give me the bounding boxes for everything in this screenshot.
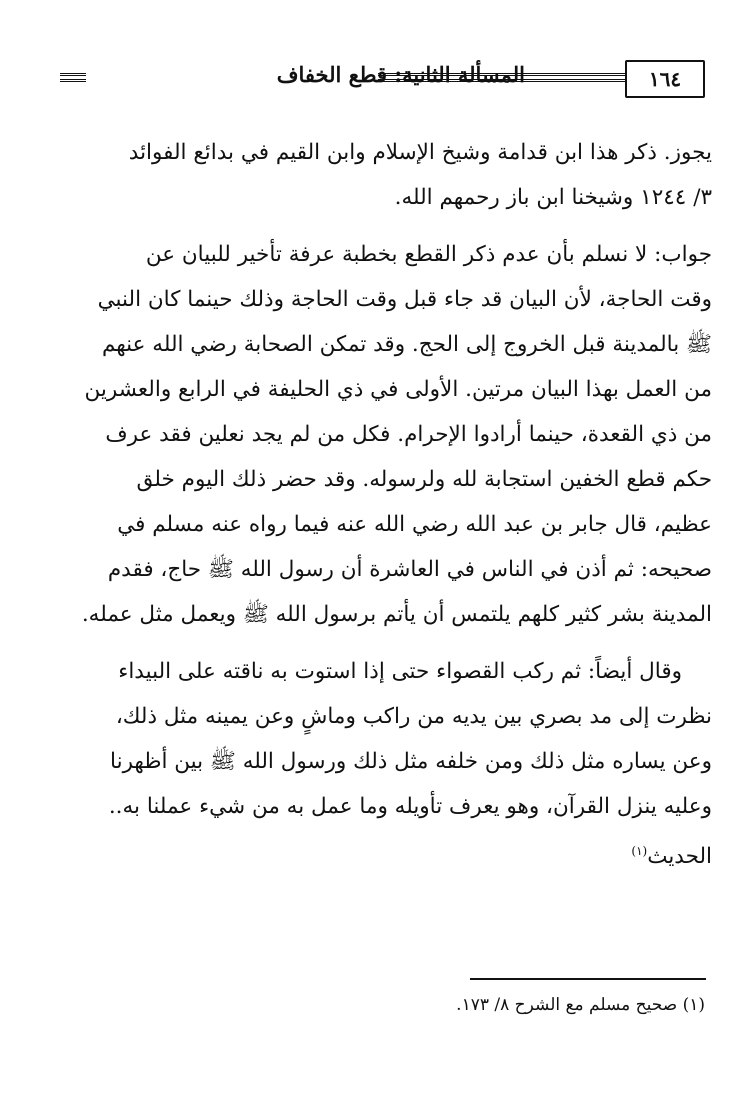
text-fragment: الحديث <box>647 844 712 870</box>
footnote-divider <box>470 978 706 980</box>
text-line: ٣/ ١٢٤٤ وشيخنا ابن باز رحمهم الله. <box>394 185 712 210</box>
header-ornament <box>60 73 86 82</box>
text-line: يجوز. ذكر هذا ابن قدامة وشيخ الإسلام وابن القيم في بدائع الفوائد <box>128 140 712 165</box>
text-line: من العمل بهذا البيان مرتين. الأولى في ذي الحليفة في الرابع والعشرين <box>84 377 712 402</box>
text-line: صحيحه: ثم أذن في الناس في العاشرة أن رسول الله ﷺ حاج، فقدم <box>107 557 712 582</box>
text-line: المدينة بشر كثير كلهم يلتمس أن يأتم برسول الله ﷺ ويعمل مثل عمله. <box>81 602 712 627</box>
footnote-marker: (١) <box>631 844 648 858</box>
text-line: وقت الحاجة، لأن البيان قد جاء قبل وقت الحاجة وذلك حينما كان النبي <box>97 287 712 312</box>
page-number: ١٦٤ <box>648 67 682 91</box>
text-line: عظيم، قال جابر بن عبد الله رضي الله عنه فيما رواه عنه مسلم في <box>117 512 712 537</box>
paragraph <box>72 649 712 879</box>
text-line: ﷺ بالمدينة قبل الخروج إلى الحج. وقد تمكن الصحابة رضي الله عنهم <box>101 332 712 357</box>
footnote: (١) صحيح مسلم مع الشرح ٨/ ١٧٣. <box>456 995 705 1015</box>
body-text <box>72 130 712 891</box>
text-line: وعليه ينزل القرآن، وهو يعرف تأويله وما عمل به من شيء عملنا به.. <box>108 794 712 819</box>
paragraph <box>72 232 712 637</box>
header-rule <box>583 73 627 82</box>
running-header <box>60 60 705 96</box>
text-line: حكم قطع الخفين استجابة لله ولرسوله. وقد حضر ذلك اليوم خلق <box>136 467 712 492</box>
text-line: نظرت إلى مد بصري بين يديه من راكب وماشٍ وعن يمينه مثل ذلك، <box>115 704 712 729</box>
text-line: من ذي القعدة، حينما أرادوا الإحرام. فكل من لم يجد نعلين فقد عرف <box>105 422 712 447</box>
text-line <box>72 829 712 879</box>
chapter-title: المسألة الثانية: قطع الخفاف <box>276 62 525 87</box>
paragraph <box>72 130 712 220</box>
text-line: وقال أيضاً: ثم ركب القصواء حتى إذا استوت به ناقته على البيداء <box>118 659 682 684</box>
text-line: وعن يساره مثل ذلك ومن خلفه مثل ذلك ورسول الله ﷺ بين أظهرنا <box>110 749 712 774</box>
text-line: جواب: لا نسلم بأن عدم ذكر القطع بخطبة عرفة تأخير للبيان عن <box>145 242 712 267</box>
page-number-box <box>625 60 705 98</box>
